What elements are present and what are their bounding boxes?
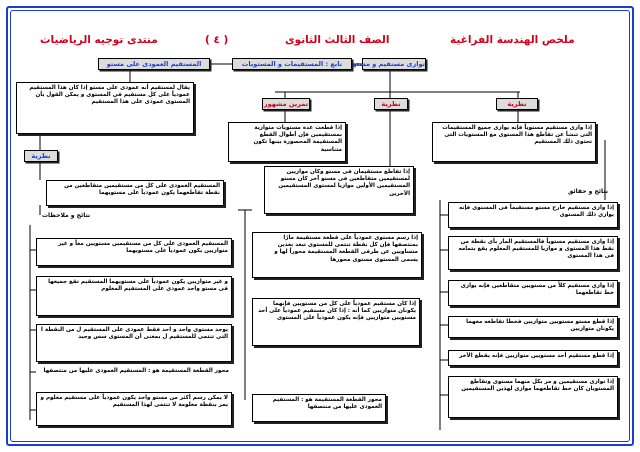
- exercise-parallel-planes-box: إذا قطعت عدة مستويات متوازية بمستقيمين فإن أطوال القطع المستقيمة المحصورة بينها تكون متناسبة: [228, 122, 346, 162]
- definition-perpendicular-box: يقال لمستقيم أنه عمودى على مستو إذا كان هذا المستقيم عمودياً على كل مستقيم فى المستوى و يمكن القول بأن المستوى عمودى على هذا المستقيم: [16, 82, 194, 134]
- header-number: ( ٤ ): [205, 34, 229, 46]
- topic-perpendicular-line: المستقيم العمودى على مستو: [98, 58, 210, 70]
- theory-parallel-planes-box: إذا تقاطع مستقيمان فى مستو وكان موازيين لمستقيمين متقاطعين فى مستو آخر كان مستو المستقيمين الأولين موازيا لمستوى المستقيمين الآخرين: [264, 166, 414, 214]
- result-middle-1: إذا رسم مستوى عمودياً على قطعة مستقيمة مارًا بمنتصفها فإن كل نقطة تنتمى للمستوى تبعد بعدين متساويين عن طرفى القطعة المستقيمة محوراً لها و يسمى المستوى مستوى محورها: [252, 232, 422, 278]
- result-left-4: محور القطعة المستقيمة هو : المستقيم العمودى عليها من منتصفها: [36, 366, 232, 380]
- result-right-4: إذا قطع مستو مستويين متوازيين فخطا تقاطعه معهما يكونان متوازيين: [448, 316, 618, 338]
- result-right-2: إذا وازى مستقيم مستوياً فالمستقيم المار بأى نقطة من نقط هذا المستوى و موازيا للمستقيم المعلوم يقع بتمامه فى هذا المستوى: [448, 236, 618, 270]
- header-right-title: منتدى توجيه الرياضيات: [40, 34, 158, 46]
- result-right-5: إذا قطع مستقيم أحد مستويين متوازيين فإنه يقطع الآخر: [448, 350, 618, 366]
- tag-famous-exercise: تمرين مشهور: [263, 100, 309, 108]
- result-left-2: و غير متوازيين يكون عمودياً على مستويهما المستقيم تقع جميعها فى مستو واحد عمودى على المستقيم المعلوم: [36, 276, 232, 316]
- result-left-5: لا يمكن رسم أكثر من مستو واحد يكون عمودياً على مستقيم معلوم و يمر بنقطة معلومة لا تنتمى لهذا المستقيم: [36, 392, 232, 426]
- theorem-perpendicular-two-lines-box: المستقيم العمودى على كل من مستقيمين متقاطعين من نقطة تقاطعهما يكون عمودياً على مستويهما: [46, 180, 224, 206]
- result-middle-2: إذا كان مستقيم عمودياً على كل من مستويين فإنهما يكونان متوازيين كما أنه : إذا كان مستقيم عمودياً على أحد مستويين متوازيين فإنه يكون عمودياً على المستوى: [252, 298, 420, 346]
- result-right-6: إذا توازى مستقيمين و مر بكل منهما مستوى وتقاطع المستويان كان خط تقاطعهما موازى لهذين المستقيمين: [448, 376, 618, 418]
- tag-theory-right: نظرية: [496, 98, 538, 110]
- header-left-title: ملخص الهندسة الفراغية: [450, 34, 575, 46]
- label-results-facts: نتائج و حقائق: [568, 188, 608, 195]
- label-results-notes: نتائج و ملاحظات: [42, 212, 91, 219]
- result-left-3: يوجد مستوى واحد و احد فقط عمودى على المستقيم ل من النقطة ا التى تنتمى للمستقيم ل بمعنى أن المستوى سس وحيد: [36, 324, 232, 362]
- theory-line-parallel-plane-box: إذا وازى مستقيم مستوياً فإنه يوازى جميع المستقيمات التى تنشأ عن تقاطع هذا المستوى مع المستويات التى تحتوى ذلك المستقيم: [432, 122, 596, 162]
- result-right-1: إذا وازى مستقيم خارج مستو مستقيماً فى المستوى فإنه يوازى ذلك المستوى: [448, 202, 618, 228]
- result-middle-3: محور القطعة المستقيمة هو : المستقيم العمودى عليها من منتصفها: [252, 394, 386, 422]
- header-center-title: الصف الثالث الثانوى: [285, 34, 390, 46]
- topic-line-plane-parallel: توازى مستقيم و مستو: [352, 60, 425, 68]
- result-right-3: إذا وازى مستقيم كلاً من مستويين متقاطعين فإنه يوازى خط تقاطعهما: [448, 280, 618, 306]
- result-left-1: المستقيم العمودى على كل من مستقيمين مستويين معاً و غير متوازيين يكون عمودياً على مستويهما: [36, 238, 232, 266]
- tag-theory-left: نظرية: [24, 150, 58, 162]
- tag-theory-middle: نظرية: [374, 98, 408, 110]
- topic-lines-planes-continued: تابع : المستقيمات و المستويات: [232, 58, 352, 70]
